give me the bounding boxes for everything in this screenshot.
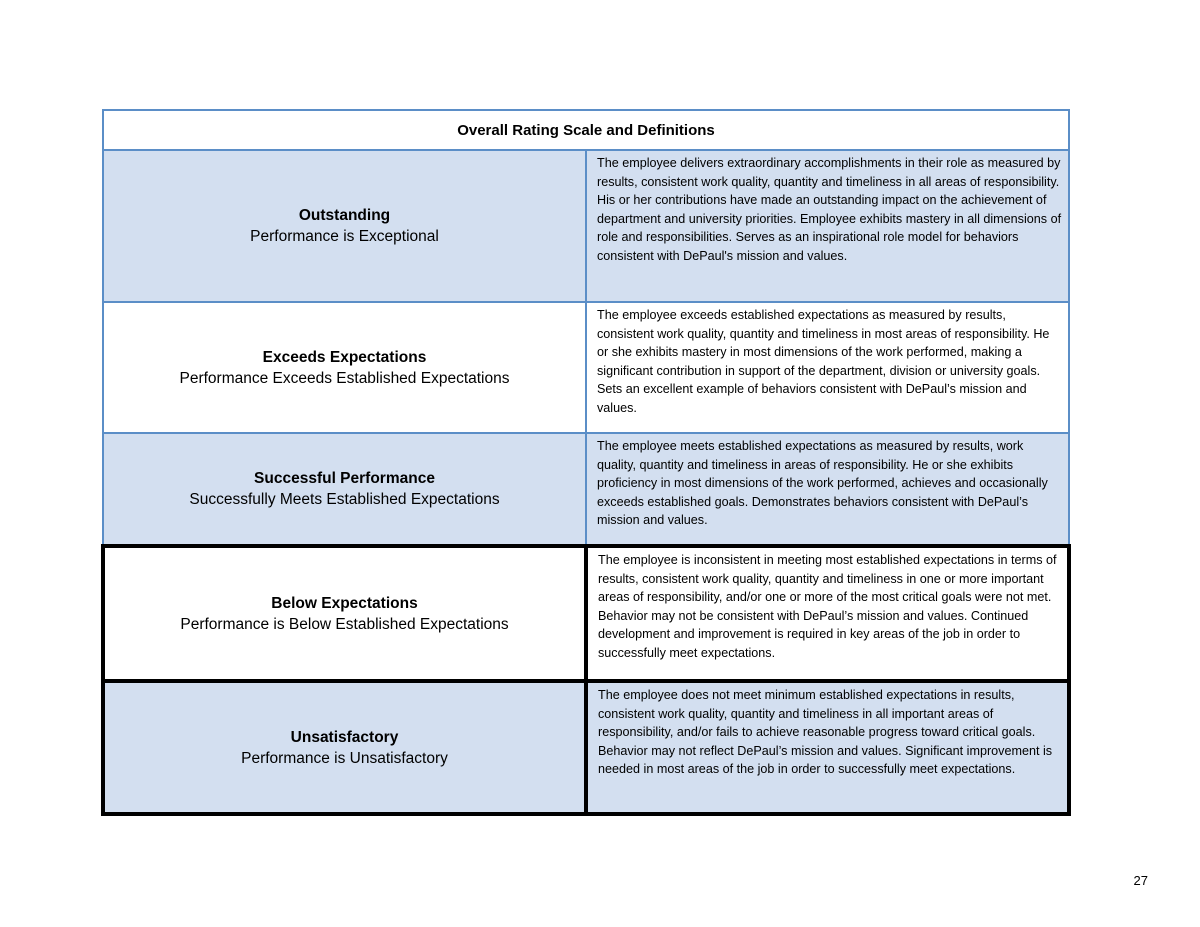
rating-row-outstanding — [103, 150, 1069, 302]
rating-row-unsatisfactory — [103, 681, 1069, 814]
rating-definition: The employee does not meet minimum established expectations in results, consistent work quality, quantity and timeliness in all important areas of responsibility, and/or fails to achieve reasonable progress toward critical goals. Behavior may not reflect DePaul’s mission and values. Significant improvement is needed in most areas of the job in order to successfully meet expectations. — [586, 681, 1069, 814]
rating-level-name: Outstanding — [298, 207, 391, 224]
rating-level-cell — [103, 681, 586, 814]
rating-level-name: Exceeds Expectations — [262, 348, 427, 366]
rating-level-subtitle: Performance is Below Established Expectations — [180, 615, 509, 633]
rating-scale-table — [101, 109, 1071, 816]
rating-level-name: Below Expectations — [271, 594, 418, 612]
rating-row-successful — [103, 433, 1069, 546]
rating-level-subtitle: Successfully Meets Established Expectations — [189, 491, 500, 508]
rating-row-exceeds — [103, 302, 1069, 433]
rating-row-below — [103, 546, 1069, 681]
rating-level-cell — [103, 150, 586, 302]
rating-definition: The employee meets established expectations as measured by results, work quality, quantity and timeliness in areas of responsibility. He or she exhibits proficiency in most dimensions of the work performed, achieves and occasionally exceeds established goals. Demonstrates behaviors consistent with DePaul’s mission and values. — [586, 433, 1069, 546]
page-number: 27 — [1133, 873, 1148, 888]
rating-level-name: Unsatisfactory — [290, 728, 399, 746]
table-header-row — [103, 110, 1069, 150]
rating-level-subtitle: Performance is Exceptional — [250, 228, 439, 245]
rating-level-subtitle: Performance is Unsatisfactory — [241, 749, 448, 767]
rating-definition: The employee delivers extraordinary accomplishments in their role as measured by results, consistent work quality, quantity and timeliness in all areas of responsibility. His or her contributions have made an outstanding impact on the achievement of department and university priorities. Employee exhibits mastery in all dimensions of role and responsibilities. Serves as an inspirational role model for behaviors consistent with DePaul's mission and values. — [586, 150, 1069, 302]
rating-definition: The employee is inconsistent in meeting most established expectations in terms of results, consistent work quality, quantity and timeliness in one or more important areas of responsibility, and/or one or more of the most critical goals were not met. Behavior may not be consistent with DePaul’s mission and values. Continued development and improvement is required in key areas of the job in order to successfully meet expectations. — [586, 546, 1069, 681]
rating-level-cell — [103, 302, 586, 433]
rating-level-subtitle: Performance Exceeds Established Expectations — [179, 369, 510, 387]
rating-level-cell — [103, 433, 586, 546]
rating-level-name: Successful Performance — [254, 470, 435, 487]
rating-level-cell — [103, 546, 586, 681]
rating-definition: The employee exceeds established expectations as measured by results, consistent work quality, quantity and timeliness in most areas of responsibility. He or she exhibits mastery in most dimensions of the work performed, making a significant contribution in support of the department, division or university goals. Sets an excellent example of behaviors consistent with DePaul’s mission and values. — [586, 302, 1069, 433]
table-title: Overall Rating Scale and Definitions — [103, 110, 1069, 150]
